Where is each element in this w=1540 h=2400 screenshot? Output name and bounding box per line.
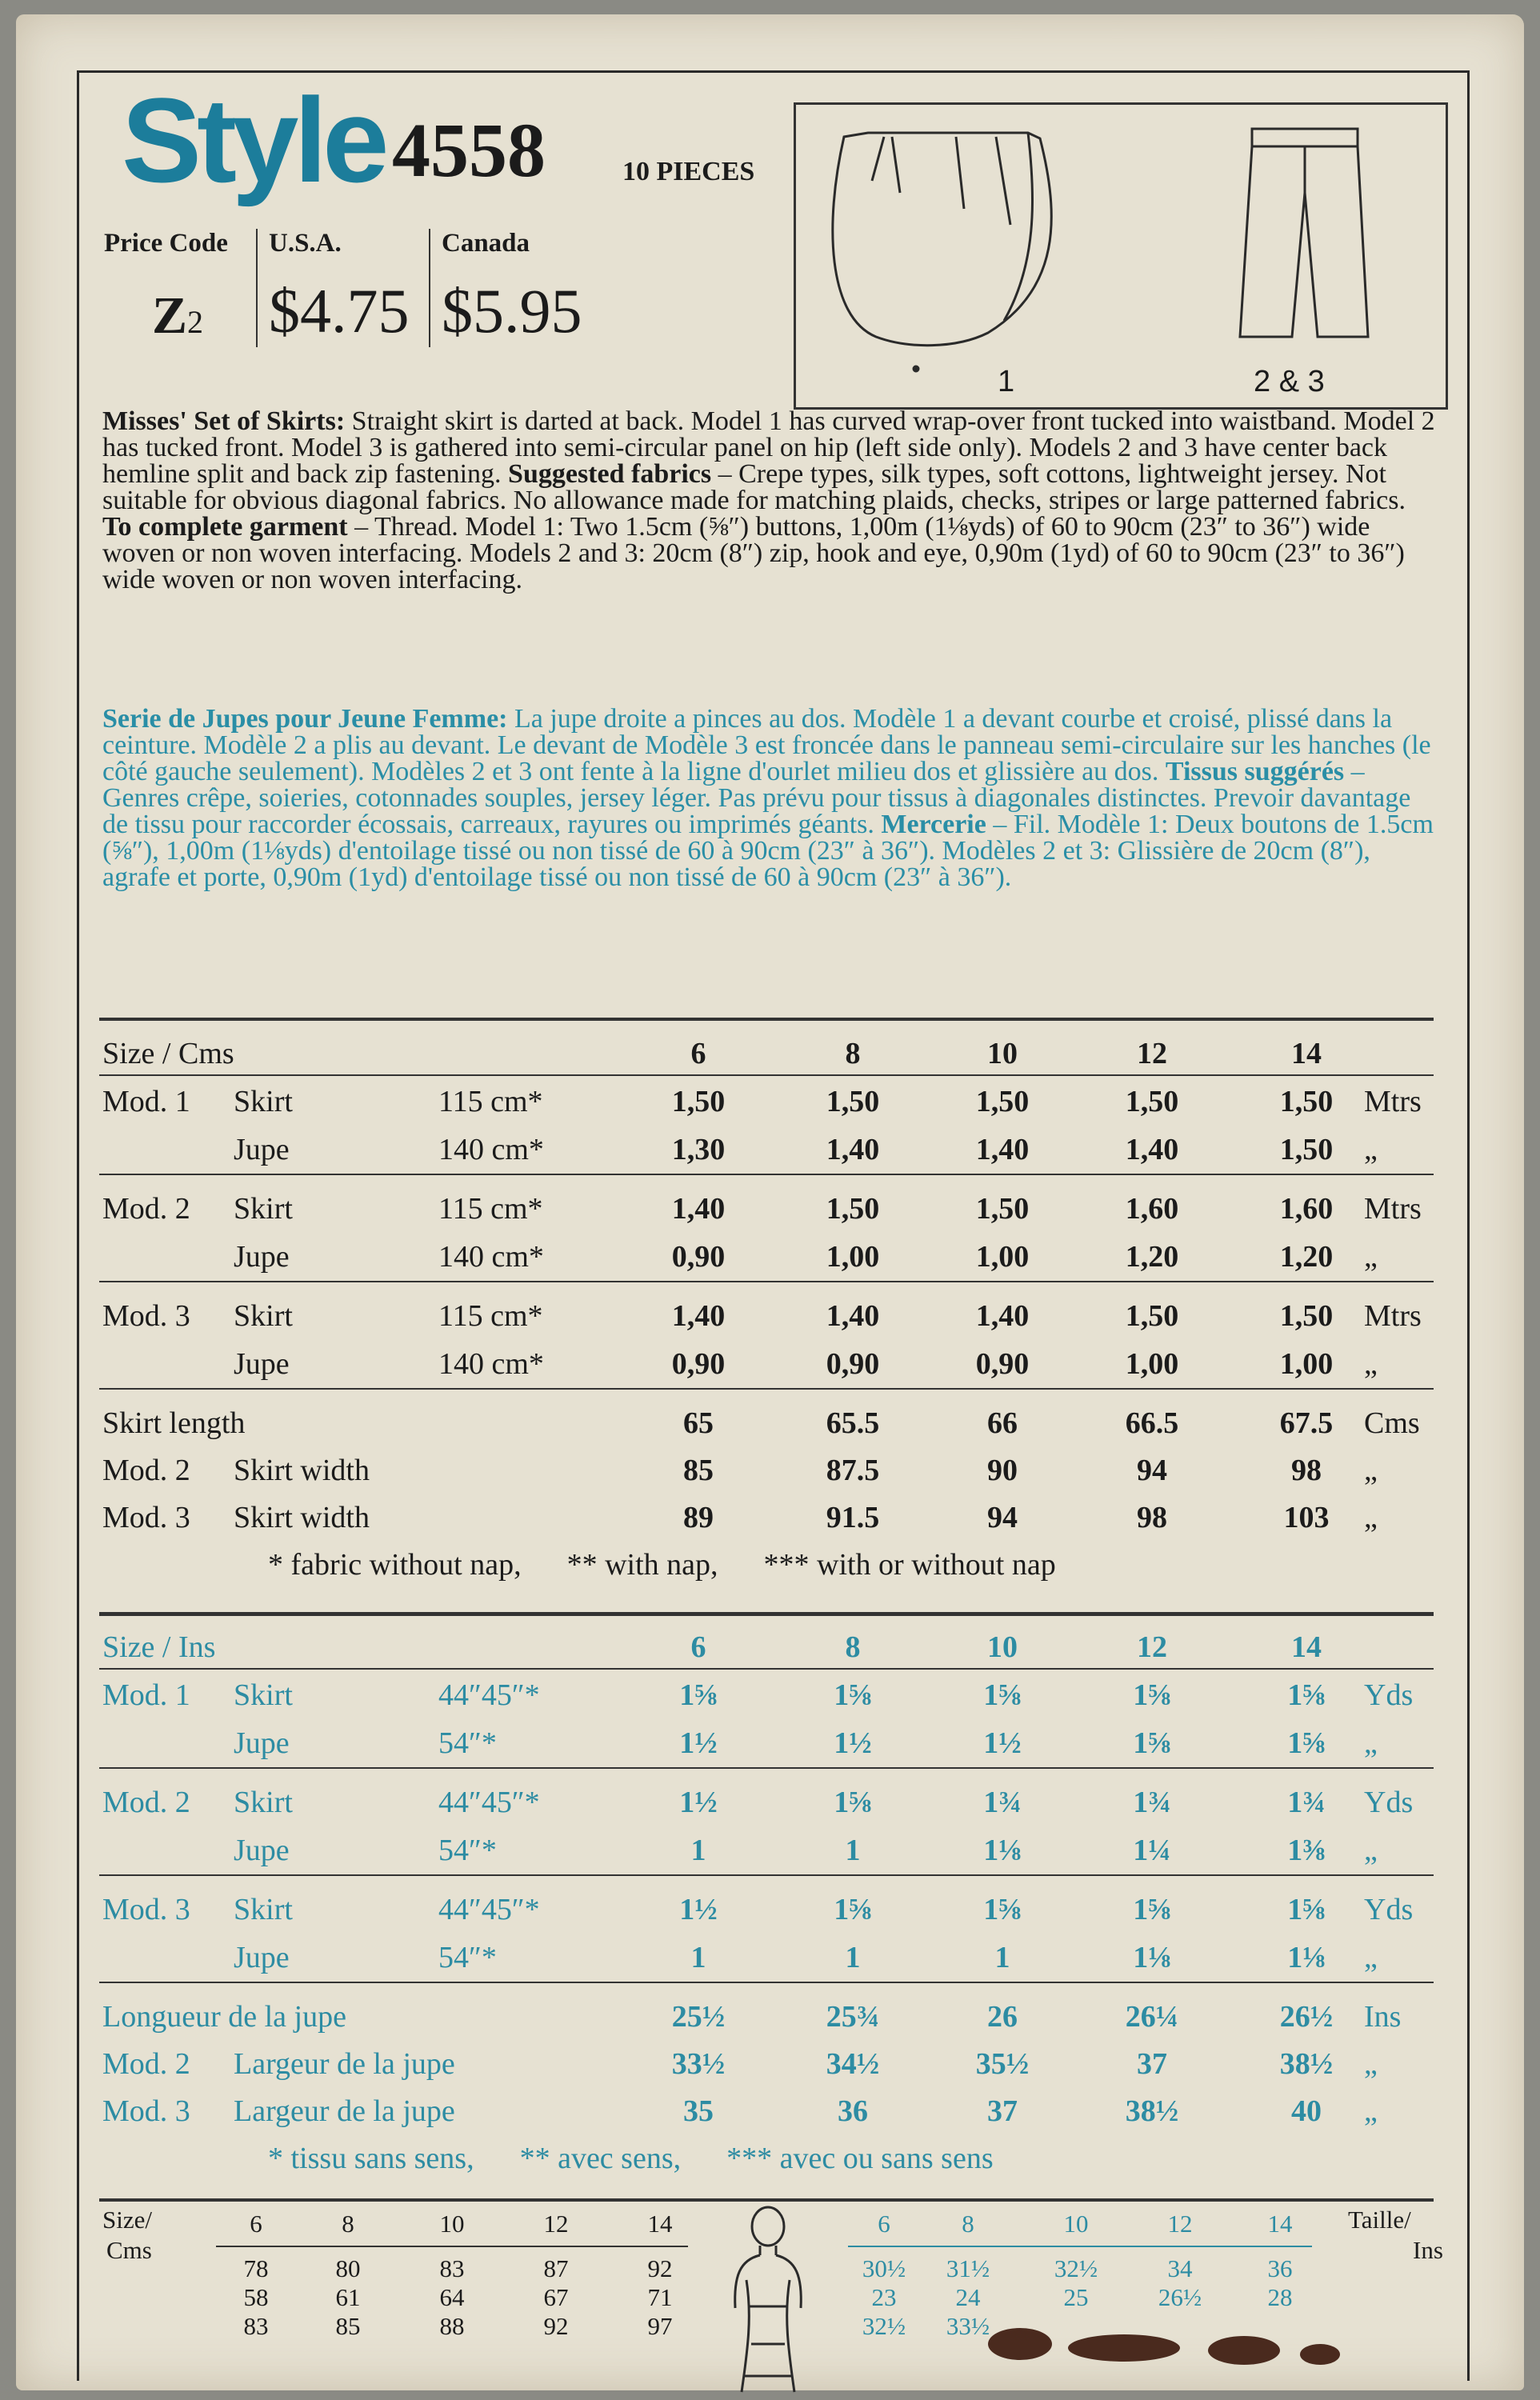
measure-value: 94	[987, 1501, 1018, 1534]
measure-value: 26½	[1279, 2000, 1334, 2034]
body-measure-cm: 87	[543, 2254, 569, 2282]
yardage-value: 0,90	[671, 1240, 726, 1274]
body-measure-cm: 58	[243, 2283, 269, 2311]
unit-label: Mtrs	[1364, 1085, 1422, 1118]
measure-value: 36	[838, 2094, 868, 2128]
description-body: Straight skirt is darted at back. Model 1 has curved wrap-over front tucked into waistband. Model 2 has tucked front. Model 3 is gathered into semi-circular panel on hip (left side only). Models 2 and 3 have center back hemline split and back zip fastening.	[102, 406, 1435, 489]
yardage-value: 1,50	[1279, 1299, 1334, 1333]
table-rule	[216, 2246, 688, 2247]
body-size-header: 14	[1267, 2210, 1293, 2238]
fabrics-title: Suggested fabrics	[508, 459, 712, 489]
yardage-value: 1,60	[1279, 1192, 1334, 1226]
item-label: Skirt	[234, 1678, 293, 1712]
yardage-value: 1½	[679, 1786, 718, 1819]
yardage-value: 1,40	[975, 1133, 1030, 1166]
stain-mark	[1300, 2344, 1340, 2365]
measure-value: 38½	[1125, 2094, 1179, 2128]
yardage-value: 1,50	[671, 1085, 726, 1118]
body-measure-cm: 64	[439, 2283, 465, 2311]
notions-title-fr: Mercerie	[881, 810, 986, 839]
size-header-14: 14	[1291, 1037, 1322, 1070]
yardage-value: 1¾	[983, 1786, 1022, 1819]
cms-label: Cms	[106, 2236, 152, 2264]
fabric-width: 115 cm*	[438, 1085, 543, 1118]
body-size-header: 6	[878, 2210, 890, 2238]
unit-label: Cms	[1364, 1406, 1420, 1440]
taille-label: Taille/	[1348, 2206, 1411, 2234]
measure-value: 65	[683, 1406, 714, 1440]
yardage-value: 1,50	[1125, 1085, 1179, 1118]
body-size-header: 8	[342, 2210, 354, 2238]
measure-value: 37	[987, 2094, 1018, 2128]
measure-label: Mod. 3	[102, 2094, 190, 2128]
body-measure-in: 26½	[1158, 2283, 1202, 2311]
unit-label: „	[1364, 1454, 1378, 1487]
measure-label: Mod. 3	[102, 1501, 190, 1534]
footnote: * tissu sans sens, ** avec sens, *** avec ou sans sens	[268, 2142, 994, 2175]
usa-price: $4.75	[269, 276, 410, 346]
yardage-value: 1,00	[975, 1240, 1030, 1274]
size-header-14: 14	[1291, 1630, 1322, 1664]
measure-value: 65.5	[826, 1406, 880, 1440]
measure-value: 85	[683, 1454, 714, 1487]
measure-value: 67.5	[1279, 1406, 1334, 1440]
canada-price: $5.95	[442, 276, 582, 346]
body-figure-icon	[724, 2204, 812, 2396]
body-measure-cm: 92	[543, 2312, 569, 2340]
yardage-value: 1,30	[671, 1133, 726, 1166]
yardage-value: 1	[845, 1834, 861, 1867]
price-code-label: Price Code	[104, 229, 228, 258]
measure-label: Longueur de la jupe	[102, 2000, 346, 2034]
stain-mark	[988, 2328, 1052, 2360]
table-rule	[99, 1874, 1434, 1876]
usa-label: U.S.A.	[269, 229, 342, 258]
canada-label: Canada	[442, 229, 530, 258]
yardage-value: 1⅝	[1133, 1893, 1171, 1926]
item-label: Jupe	[234, 1941, 290, 1974]
section-divider	[99, 1612, 1434, 1616]
description-english	[102, 408, 1437, 593]
body-measure-in: 28	[1267, 2283, 1293, 2311]
unit-label: Mtrs	[1364, 1299, 1422, 1333]
fabric-width: 44″45″*	[438, 1893, 540, 1926]
measure-value: 40	[1291, 2094, 1322, 2128]
yardage-value: 1⅝	[983, 1893, 1022, 1926]
model-label: Mod. 1	[102, 1678, 190, 1712]
description-title-fr: Serie de Jupes pour Jeune Femme:	[102, 704, 508, 734]
header-divider	[429, 229, 430, 347]
sketch-label-2-3: 2 & 3	[1254, 365, 1325, 398]
body-measure-in: 23	[871, 2283, 897, 2311]
measure-value: 98	[1137, 1501, 1167, 1534]
item-label: Jupe	[234, 1834, 290, 1867]
body-size-header: 10	[1063, 2210, 1089, 2238]
body-measure-cm: 88	[439, 2312, 465, 2340]
item-label: Skirt	[234, 1192, 293, 1226]
item-label: Jupe	[234, 1133, 290, 1166]
table-rule	[99, 1982, 1434, 1983]
fabric-width: 140 cm*	[438, 1133, 544, 1166]
body-size-header: 10	[439, 2210, 465, 2238]
yardage-value: 1,40	[671, 1192, 726, 1226]
body-measure-cm: 78	[243, 2254, 269, 2282]
yardage-value: 0,90	[975, 1347, 1030, 1381]
price-code: Z2	[152, 286, 204, 345]
table-rule	[99, 1074, 1434, 1076]
pieces-count: 10 PIECES	[622, 157, 755, 186]
body-measure-cm: 97	[647, 2312, 673, 2340]
yardage-value: 1,50	[826, 1085, 880, 1118]
size-header-label: Size / Ins	[102, 1630, 216, 1664]
yardage-value: 1½	[679, 1893, 718, 1926]
yardage-value: 1⅝	[834, 1678, 872, 1712]
measure-value: 26¼	[1125, 2000, 1179, 2034]
measure-value: 98	[1291, 1454, 1322, 1487]
size-header-6: 6	[690, 1630, 706, 1664]
measure-value: 87.5	[826, 1454, 880, 1487]
measure-value: 34½	[826, 2047, 880, 2081]
table-rule	[99, 1281, 1434, 1282]
item-label: Skirt	[234, 1893, 293, 1926]
footnote: * fabric without nap, ** with nap, *** with or without nap	[268, 1548, 1056, 1582]
skirt-sketch-icon	[796, 105, 1446, 407]
unit-label: Mtrs	[1364, 1192, 1422, 1226]
yardage-value: 1,50	[975, 1085, 1030, 1118]
fabric-width: 54″*	[438, 1941, 497, 1974]
unit-label: „	[1364, 1834, 1378, 1867]
measure-value: 94	[1137, 1454, 1167, 1487]
table-rule	[99, 1174, 1434, 1175]
model-label: Mod. 3	[102, 1299, 190, 1333]
yardage-value: 1	[690, 1834, 706, 1867]
measure-label: Skirt length	[102, 1406, 246, 1440]
fabric-width: 140 cm*	[438, 1347, 544, 1381]
body-measure-cm: 61	[335, 2283, 361, 2311]
yardage-value: 1,40	[671, 1299, 726, 1333]
unit-label: Yds	[1364, 1678, 1414, 1712]
fabrics-body: – Crepe types, silk types, soft cottons, lightweight jersey. Not suitable for obvious diagonal fabrics. No allowance made for matching plaids, checks, stripes or large patterned fabrics.	[102, 459, 1406, 515]
unit-label: „	[1364, 1347, 1378, 1381]
model-label: Mod. 2	[102, 1192, 190, 1226]
unit-label: „	[1364, 2094, 1378, 2128]
body-measure-cm: 92	[647, 2254, 673, 2282]
body-measure-in: 32½	[862, 2312, 906, 2340]
unit-label: „	[1364, 1501, 1378, 1534]
body-measure-cm: 71	[647, 2283, 673, 2311]
complete-body: – Thread. Model 1: Two 1.5cm (⅝″) buttons, 1,00m (1⅛yds) of 60 to 90cm (23″ to 36″) wide woven or non woven interfacing. Models 2 and 3: 20cm (8″) zip, hook and eye, 0,90m (1yd) of 60 to 90cm (23″ to 36″) wide woven or non woven interfacing.	[102, 512, 1405, 594]
yardage-value: 1¾	[1133, 1786, 1171, 1819]
header-divider	[256, 229, 258, 347]
size-header-12: 12	[1137, 1037, 1167, 1070]
section-divider	[99, 1018, 1434, 1021]
size-header-10: 10	[987, 1037, 1018, 1070]
notions-body-fr: – Fil. Modèle 1: Deux boutons de 1.5cm (⅝″), 1,00m (1⅛yds) d'entoilage tissé ou non tissé de 60 à 90cm (23″ à 36″). Modèles 2 et 3: Glissière de 20cm (8″), agrafe et porte, 0,90m (1yd) d'entoilage tissé ou non tissé de 60 à 90cm (23″ à 36″).	[102, 810, 1434, 892]
yardage-value: 1½	[679, 1726, 718, 1760]
yardage-value: 1,00	[826, 1240, 880, 1274]
unit-label: „	[1364, 1240, 1378, 1274]
pattern-number: 4558	[392, 107, 546, 193]
yardage-value: 1⅛	[1287, 1941, 1326, 1974]
measure-value: 66	[987, 1406, 1018, 1440]
measure-label: Mod. 2	[102, 2047, 190, 2081]
fabric-width: 54″*	[438, 1834, 497, 1867]
fabric-width: 54″*	[438, 1726, 497, 1760]
size-header-10: 10	[987, 1630, 1018, 1664]
body-measure-cm: 67	[543, 2283, 569, 2311]
measure-value: 25½	[671, 2000, 726, 2034]
yardage-value: 0,90	[671, 1347, 726, 1381]
measure-value: 90	[987, 1454, 1018, 1487]
measure-item: Skirt width	[234, 1501, 370, 1534]
yardage-value: 1⅝	[983, 1678, 1022, 1712]
size-header-12: 12	[1137, 1630, 1167, 1664]
body-size-header: 12	[543, 2210, 569, 2238]
yardage-value: 1⅝	[1287, 1726, 1326, 1760]
model-label: Mod. 3	[102, 1893, 190, 1926]
item-label: Jupe	[234, 1726, 290, 1760]
unit-label: Yds	[1364, 1786, 1414, 1819]
item-label: Jupe	[234, 1347, 290, 1381]
yardage-value: 1,50	[975, 1192, 1030, 1226]
body-measure-in: 31½	[946, 2254, 990, 2282]
measure-value: 103	[1283, 1501, 1330, 1534]
body-size-header: 6	[250, 2210, 262, 2238]
measure-item: Largeur de la jupe	[234, 2094, 455, 2128]
body-size-header: 8	[962, 2210, 974, 2238]
yardage-value: 1,50	[1279, 1085, 1334, 1118]
item-label: Jupe	[234, 1240, 290, 1274]
stain-mark	[1208, 2336, 1280, 2365]
yardage-value: 1	[690, 1941, 706, 1974]
yardage-value: 1,00	[1125, 1347, 1179, 1381]
model-label: Mod. 2	[102, 1786, 190, 1819]
yardage-value: 1⅝	[1287, 1893, 1326, 1926]
complete-title: To complete garment	[102, 512, 348, 542]
yardage-value: 1,20	[1125, 1240, 1179, 1274]
size-label: Size/	[102, 2206, 152, 2234]
table-rule	[99, 1388, 1434, 1390]
yardage-value: 1⅜	[1287, 1834, 1326, 1867]
yardage-value: 1,50	[1125, 1299, 1179, 1333]
stain-mark	[1068, 2334, 1180, 2362]
yardage-value: 0,90	[826, 1347, 880, 1381]
size-header-6: 6	[690, 1037, 706, 1070]
unit-label: „	[1364, 1133, 1378, 1166]
description-body-fr: La jupe droite a pinces au dos. Modèle 1 a devant courbe et croisé, plissé dans la ceinture. Modèle 2 a plis au devant. Le devant de Modèle 3 est froncée dans le panneau semi-circulaire sur les hanches (le côté gauche seulement). Modèles 2 et 3 ont fente à la ligne d'ourlet milieu dos et glissière au dos.	[102, 704, 1431, 786]
measure-label: Mod. 2	[102, 1454, 190, 1487]
yardage-value: 1⅛	[983, 1834, 1022, 1867]
model-label: Mod. 1	[102, 1085, 190, 1118]
yardage-value: 1,40	[826, 1299, 880, 1333]
fabrics-body-fr: – Genres crêpe, soieries, cotonnades souples, jersey léger. Pas prévu pour tissus à diagonales distinctes. Prevoir davantage de tissu pour raccorder écossais, carreaux, rayures ou imprimés géants.	[102, 757, 1411, 839]
body-measure-in: 32½	[1054, 2254, 1098, 2282]
body-measure-in: 30½	[862, 2254, 906, 2282]
body-size-header: 14	[647, 2210, 673, 2238]
body-measure-cm: 83	[439, 2254, 465, 2282]
brand-logo: Style	[122, 73, 385, 207]
sketch-label-1: 1	[998, 365, 1015, 398]
measure-value: 35	[683, 2094, 714, 2128]
measure-value: 35½	[975, 2047, 1030, 2081]
yardage-value: 1¼	[1133, 1834, 1171, 1867]
unit-label: „	[1364, 1726, 1378, 1760]
size-header-label: Size / Cms	[102, 1037, 234, 1070]
unit-label: „	[1364, 1941, 1378, 1974]
fabrics-title-fr: Tissus suggérés	[1165, 757, 1345, 786]
fabric-width: 115 cm*	[438, 1192, 543, 1226]
yardage-value: 1,60	[1125, 1192, 1179, 1226]
yardage-value: 1½	[983, 1726, 1022, 1760]
yardage-value: 1,40	[975, 1299, 1030, 1333]
unit-label: „	[1364, 2047, 1378, 2081]
body-measure-cm: 80	[335, 2254, 361, 2282]
table-rule	[848, 2246, 1312, 2247]
body-measure-in: 25	[1063, 2283, 1089, 2311]
body-measure-in: 24	[955, 2283, 981, 2311]
body-measure-in: 34	[1167, 2254, 1193, 2282]
description-title: Misses' Set of Skirts:	[102, 406, 346, 436]
measure-value: 33½	[671, 2047, 726, 2081]
measure-value: 25¾	[826, 2000, 880, 2034]
yardage-value: 1½	[834, 1726, 872, 1760]
garment-sketch	[794, 102, 1448, 410]
unit-label: Yds	[1364, 1893, 1414, 1926]
item-label: Skirt	[234, 1299, 293, 1333]
size-header-8: 8	[845, 1037, 861, 1070]
fabric-width: 44″45″*	[438, 1678, 540, 1712]
yardage-value: 1⅝	[679, 1678, 718, 1712]
measure-value: 66.5	[1125, 1406, 1179, 1440]
fabric-width: 140 cm*	[438, 1240, 544, 1274]
body-size-header: 12	[1167, 2210, 1193, 2238]
measure-value: 91.5	[826, 1501, 880, 1534]
body-measure-cm: 85	[335, 2312, 361, 2340]
fabric-width: 44″45″*	[438, 1786, 540, 1819]
measure-item: Largeur de la jupe	[234, 2047, 455, 2081]
yardage-value: 1,40	[1125, 1133, 1179, 1166]
yardage-value: 1,50	[1279, 1133, 1334, 1166]
measure-value: 26	[987, 2000, 1018, 2034]
yardage-value: 1⅛	[1133, 1941, 1171, 1974]
body-measure-cm: 83	[243, 2312, 269, 2340]
size-header-8: 8	[845, 1630, 861, 1664]
yardage-value: 1⅝	[1287, 1678, 1326, 1712]
table-rule	[99, 1668, 1434, 1670]
yardage-value: 1,00	[1279, 1347, 1334, 1381]
description-french	[102, 706, 1437, 890]
fabric-width: 115 cm*	[438, 1299, 543, 1333]
ins-label: Ins	[1413, 2236, 1443, 2264]
measure-item: Skirt width	[234, 1454, 370, 1487]
table-rule	[99, 1767, 1434, 1769]
section-divider	[99, 2198, 1434, 2202]
measure-value: 38½	[1279, 2047, 1334, 2081]
yardage-value: 1⅝	[834, 1786, 872, 1819]
measure-value: 89	[683, 1501, 714, 1534]
yardage-value: 1⅝	[834, 1893, 872, 1926]
yardage-value: 1	[994, 1941, 1010, 1974]
yardage-value: 1,50	[826, 1192, 880, 1226]
measure-value: 37	[1137, 2047, 1167, 2081]
unit-label: Ins	[1364, 2000, 1402, 2034]
item-label: Skirt	[234, 1085, 293, 1118]
yardage-value: 1⅝	[1133, 1678, 1171, 1712]
yardage-value: 1	[845, 1941, 861, 1974]
yardage-value: 1,40	[826, 1133, 880, 1166]
yardage-value: 1,20	[1279, 1240, 1334, 1274]
body-measure-in: 33½	[946, 2312, 990, 2340]
item-label: Skirt	[234, 1786, 293, 1819]
body-measure-in: 36	[1267, 2254, 1293, 2282]
yardage-value: 1¾	[1287, 1786, 1326, 1819]
yardage-value: 1⅝	[1133, 1726, 1171, 1760]
